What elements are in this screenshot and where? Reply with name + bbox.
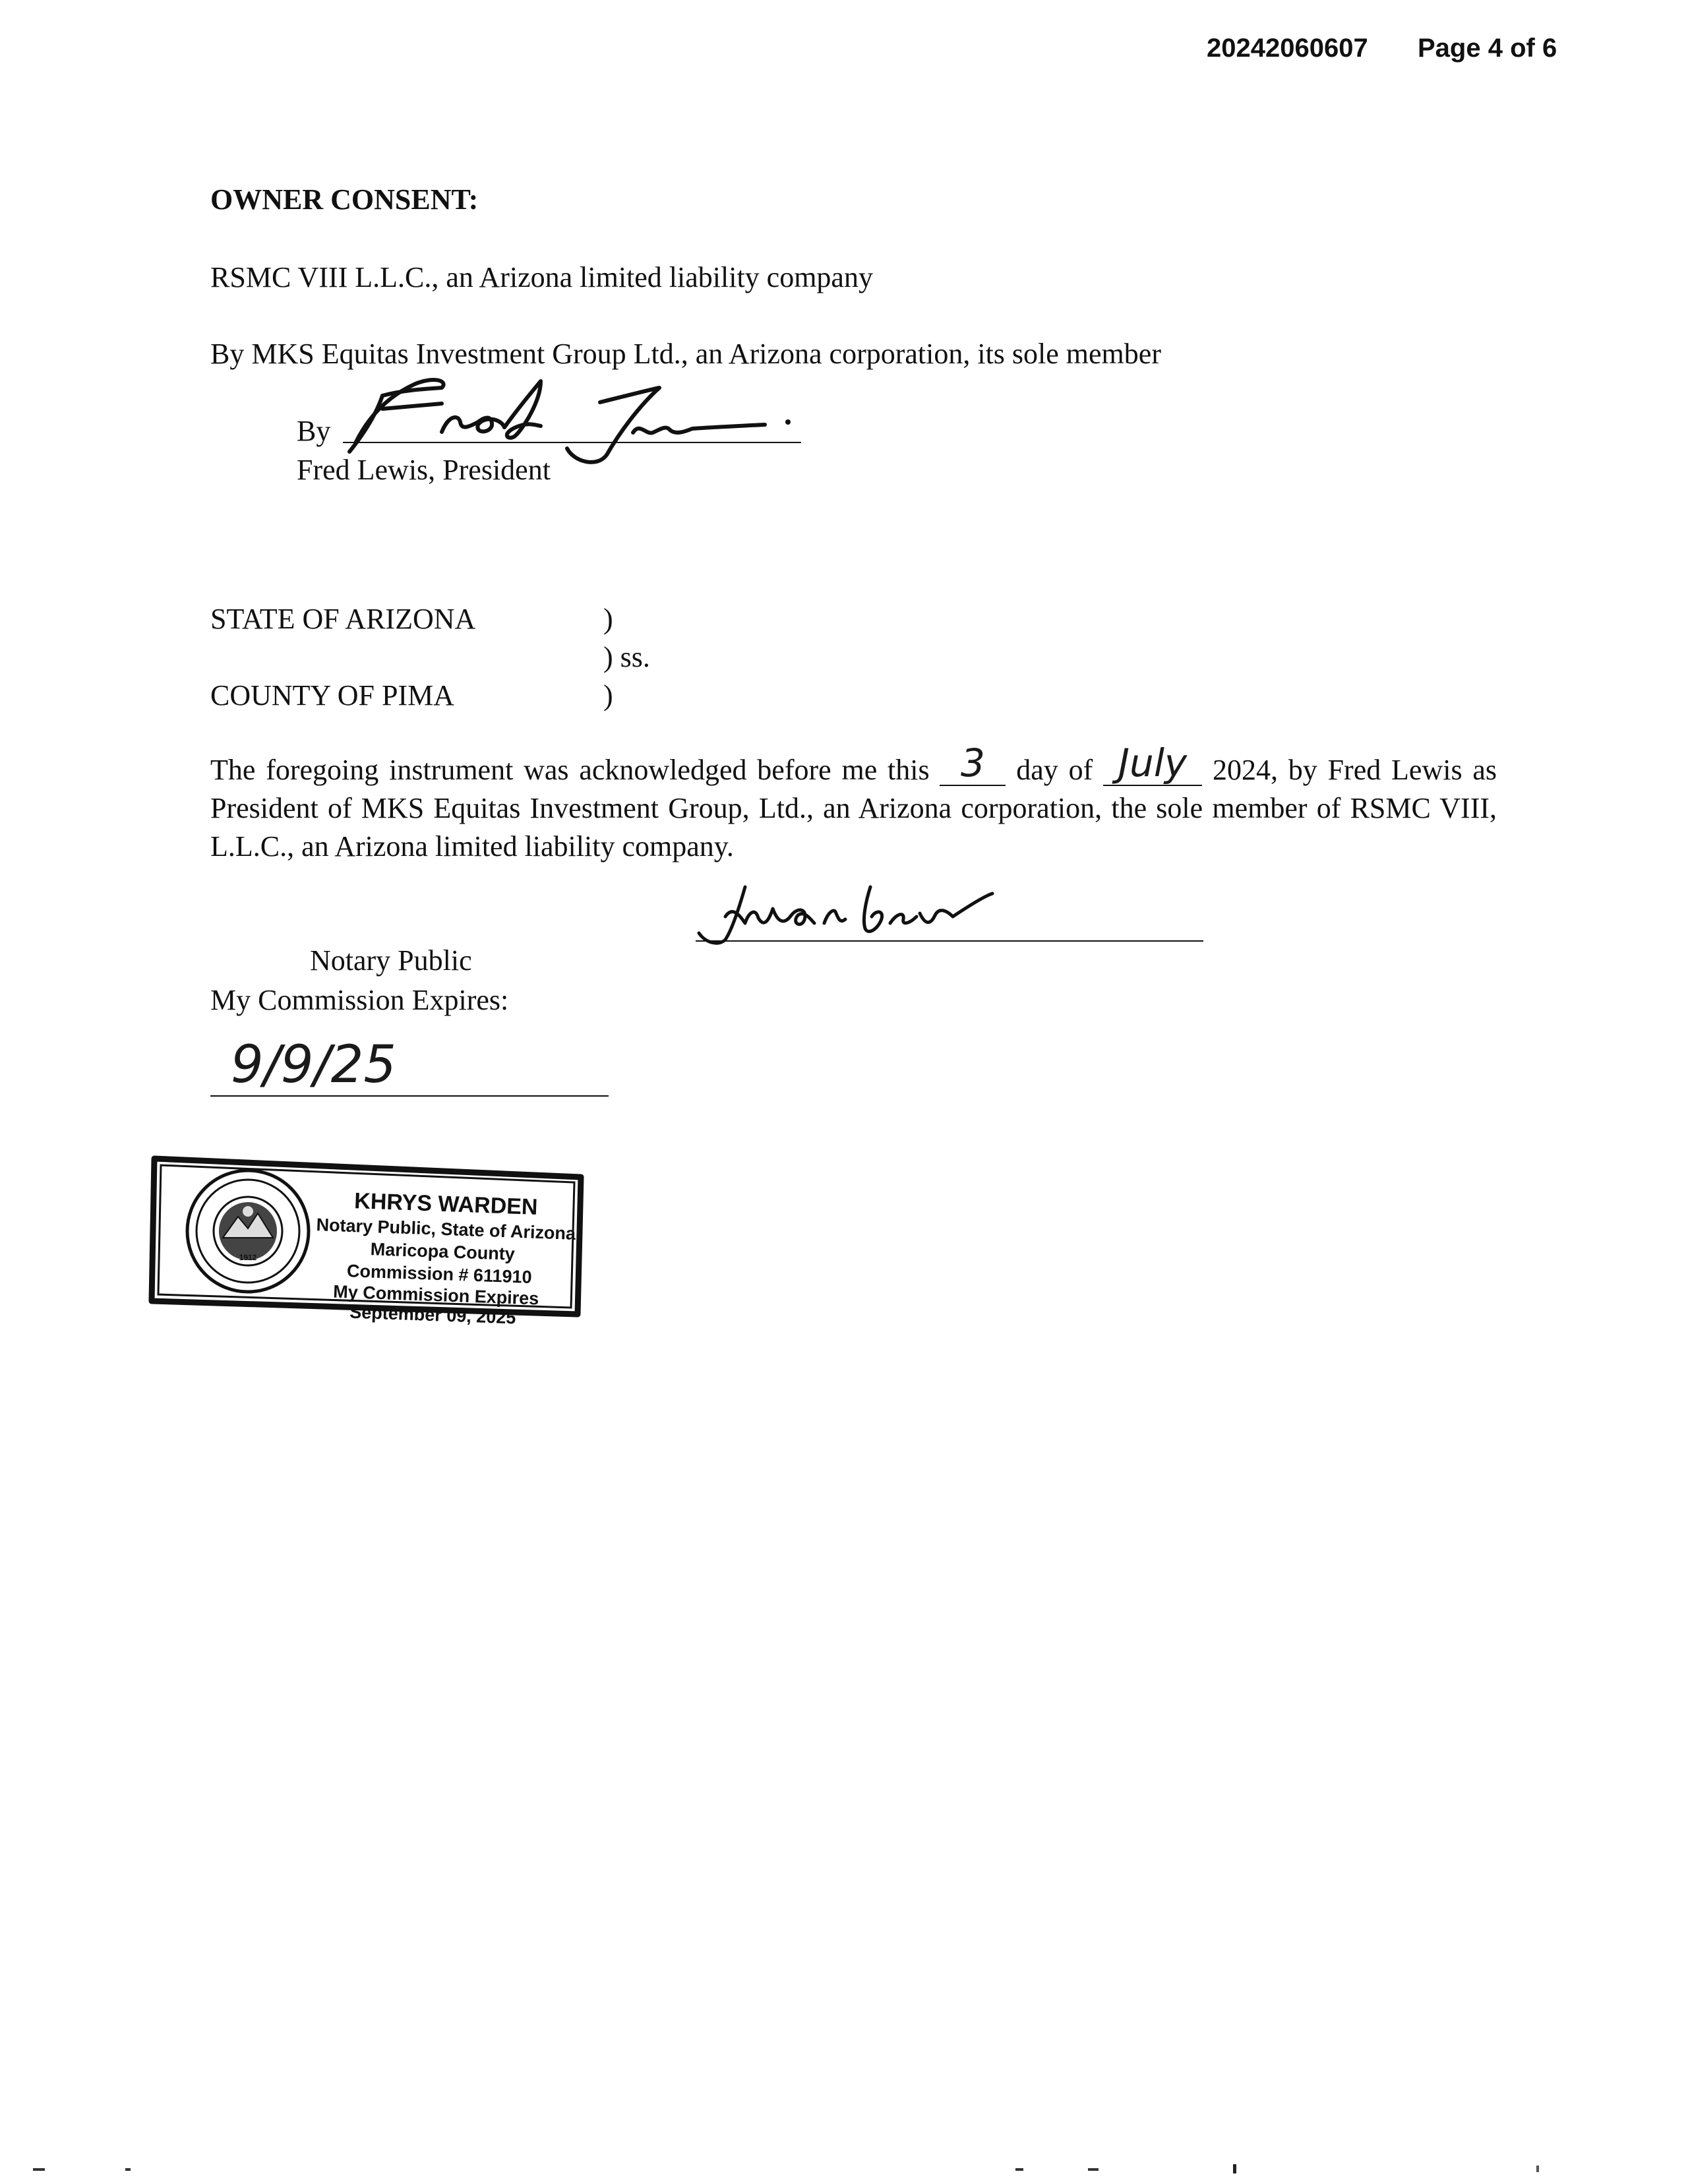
scan-artifact xyxy=(1088,2168,1099,2171)
owner-consent-heading: OWNER CONSENT: xyxy=(210,183,479,216)
acknowledgment-text: day of xyxy=(1016,754,1093,786)
commission-expires-label: My Commission Expires: xyxy=(210,984,509,1016)
signer-name-title: Fred Lewis, President xyxy=(297,454,551,486)
month-blank xyxy=(1103,741,1202,786)
venue-paren: ) xyxy=(603,679,613,712)
scan-artifact xyxy=(33,2168,45,2171)
notary-name: KHRYS WARDEN xyxy=(353,1188,539,1220)
notary-signature xyxy=(692,877,1009,950)
stamp-line: Notary Public, State of Arizona xyxy=(316,1215,576,1244)
notary-stamp xyxy=(149,1151,591,1328)
member-line: By MKS Equitas Investment Group Ltd., an Arizona corporation, its sole member xyxy=(210,338,1161,370)
notary-public-label: Notary Public xyxy=(310,944,472,977)
seal-year: 1912 xyxy=(239,1253,257,1262)
month-handwritten: July xyxy=(1118,741,1188,785)
venue-ss: ) ss. xyxy=(603,641,650,673)
acknowledgment-paragraph xyxy=(210,741,1497,866)
arizona-seal-emblem xyxy=(187,1170,309,1292)
venue-county: COUNTY OF PIMA xyxy=(210,679,454,712)
company-line: RSMC VIII L.L.C., an Arizona limited liability company xyxy=(210,261,873,293)
stamp-line: September 09, 2025 xyxy=(349,1302,516,1328)
venue-state: STATE OF ARIZONA xyxy=(210,603,476,635)
document-number: 20242060607 xyxy=(1207,34,1368,63)
page-indicator: Page 4 of 6 xyxy=(1418,34,1557,63)
scan-artifact xyxy=(1015,2168,1023,2171)
day-handwritten: 3 xyxy=(961,741,985,785)
venue-paren: ) xyxy=(603,603,613,635)
scan-artifact xyxy=(125,2168,131,2171)
stamp-line: Commission # 611910 xyxy=(346,1261,533,1287)
stamp-line: My Commission Expires xyxy=(332,1281,539,1309)
scan-artifact xyxy=(1233,2164,1236,2173)
scan-artifact xyxy=(1536,2166,1539,2172)
by-label: By xyxy=(297,415,331,447)
acknowledgment-text: 2024, by Fred Lewis as President of MKS Equitas Investment Group, Ltd., an Arizona corporation, the sole member of RSMC VIII, L.L.C., an Arizona limited liability company. xyxy=(210,754,1497,863)
stamp-line: Maricopa County xyxy=(370,1239,516,1264)
acknowledgment-text: The foregoing instrument was acknowledged before me this xyxy=(210,754,930,786)
day-blank xyxy=(940,741,1006,786)
commission-expiration-handwritten: 9/9/25 xyxy=(231,1035,397,1095)
commission-expiration-line xyxy=(210,1095,609,1097)
